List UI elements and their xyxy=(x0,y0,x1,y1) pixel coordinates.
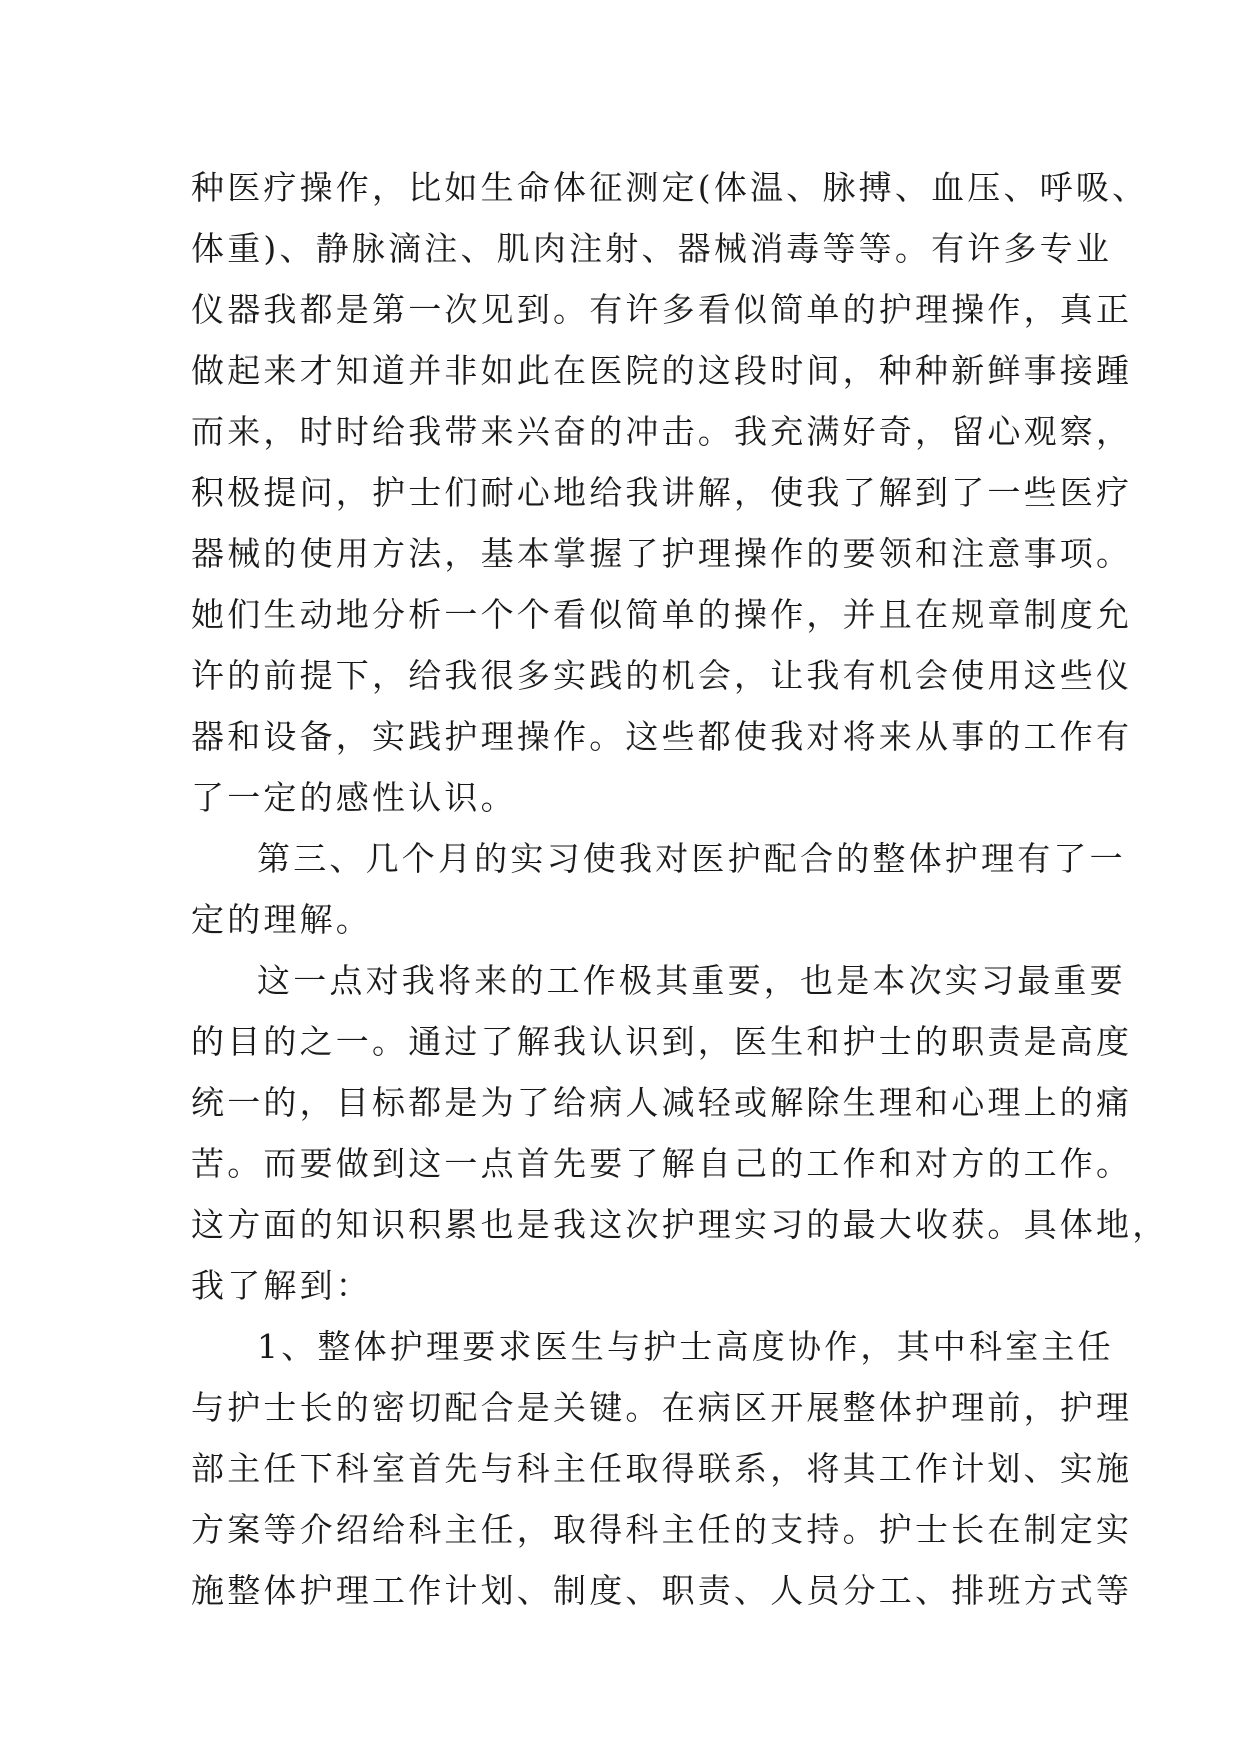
document-body xyxy=(191,157,1169,1621)
text-line: 这方面的知识积累也是我这次护理实习的最大收获。具体地， xyxy=(191,1205,1169,1244)
text-line: 器械的使用方法，基本掌握了护理操作的要领和注意事项。 xyxy=(191,534,1133,573)
text-line: 苦。而要做到这一点首先要了解自己的工作和对方的工作。 xyxy=(191,1144,1133,1183)
text-line: 种医疗操作，比如生命体征测定(体温、脉搏、血压、呼吸、 xyxy=(191,168,1149,207)
text-line: 了一定的感性认识。 xyxy=(191,778,517,817)
text-line: 施整体护理工作计划、制度、职责、人员分工、排班方式等 xyxy=(191,1571,1133,1610)
text-line: 方案等介绍给科主任，取得科主任的支持。护士长在制定实 xyxy=(191,1510,1133,1549)
text-line: 与护士长的密切配合是关键。在病区开展整体护理前，护理 xyxy=(191,1388,1133,1427)
text-line: 器和设备，实践护理操作。这些都使我对将来从事的工作有 xyxy=(191,717,1133,756)
paragraph-first-line: 这一点对我将来的工作极其重要，也是本次实习最重要 xyxy=(257,961,1126,1000)
paragraph-first-line: 第三、几个月的实习使我对医护配合的整体护理有了一 xyxy=(257,839,1126,878)
text-line: 定的理解。 xyxy=(191,900,372,939)
text-line: 仪器我都是第一次见到。有许多看似简单的护理操作，真正 xyxy=(191,290,1133,329)
text-line: 体重)、静脉滴注、肌肉注射、器械消毒等等。有许多专业 xyxy=(191,229,1113,268)
text-line: 统一的，目标都是为了给病人减轻或解除生理和心理上的痛 xyxy=(191,1083,1133,1122)
text-line: 许的前提下，给我很多实践的机会，让我有机会使用这些仪 xyxy=(191,656,1133,695)
text-line: 的目的之一。通过了解我认识到，医生和护士的职责是高度 xyxy=(191,1022,1133,1061)
text-line: 部主任下科室首先与科主任取得联系，将其工作计划、实施 xyxy=(191,1449,1133,1488)
text-line: 积极提问，护士们耐心地给我讲解，使我了解到了一些医疗 xyxy=(191,473,1133,512)
text-line: 做起来才知道并非如此在医院的这段时间，种种新鲜事接踵 xyxy=(191,351,1133,390)
text-line: 而来，时时给我带来兴奋的冲击。我充满好奇，留心观察， xyxy=(191,412,1133,451)
text-line: 我了解到： xyxy=(191,1266,372,1305)
paragraph-first-line: 1、整体护理要求医生与护士高度协作，其中科室主任 xyxy=(257,1327,1114,1366)
text-line: 她们生动地分析一个个看似简单的操作，并且在规章制度允 xyxy=(191,595,1133,634)
